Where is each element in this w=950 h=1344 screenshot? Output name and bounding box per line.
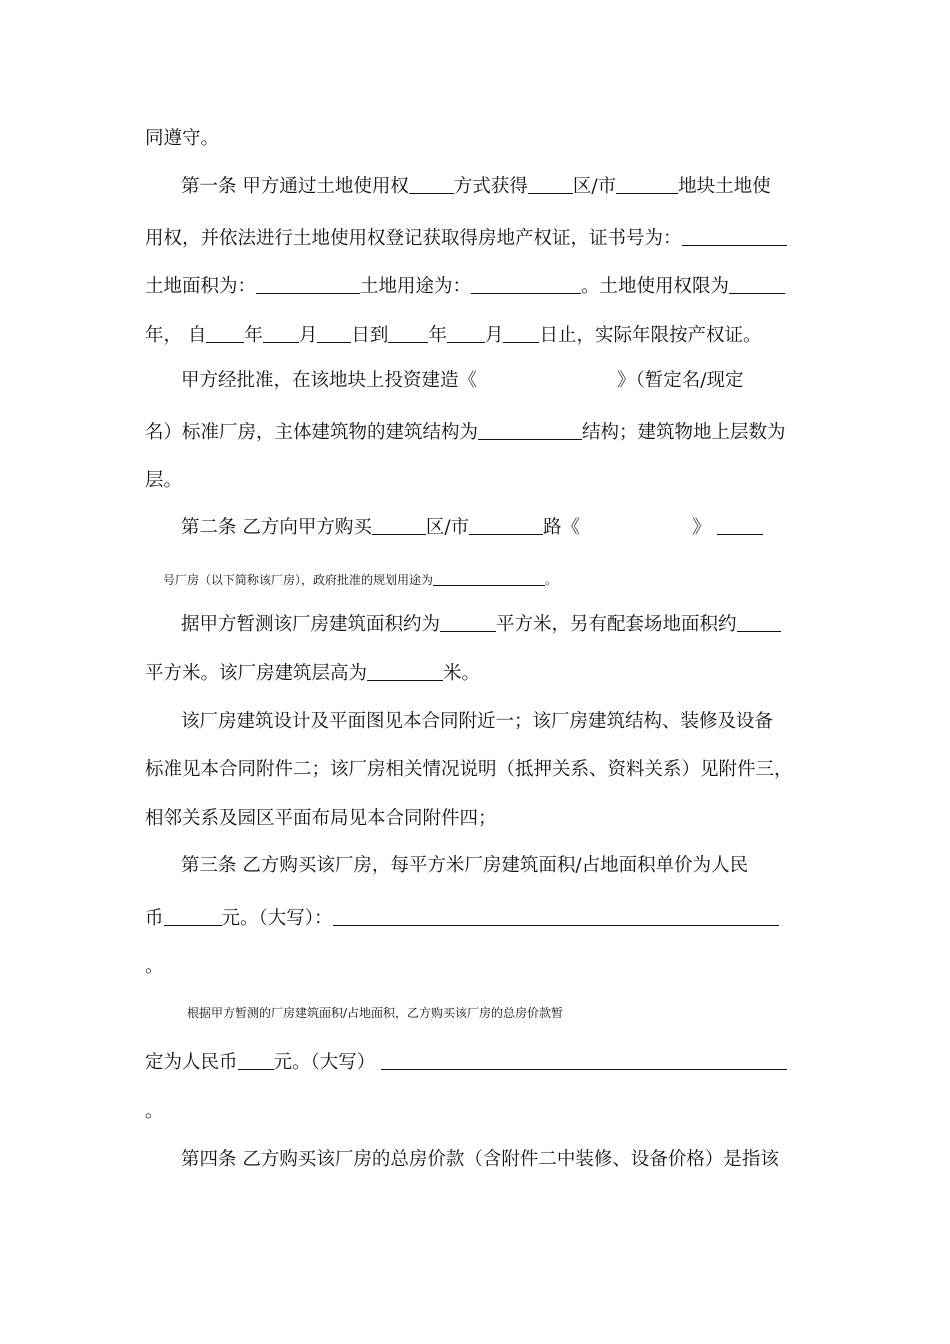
text-run: 米。 (443, 663, 481, 684)
text-run: 元。（大写）： (221, 908, 333, 929)
text-run: 方式获得 (453, 176, 528, 197)
text-run: 第三条 乙方购买该厂房，每平方米厂房建筑面积/占地面积单价为人民 (181, 855, 749, 876)
fill-blank (333, 907, 779, 926)
text-run: 层。 (145, 470, 183, 491)
text-run: 根据甲方暂测的厂房建筑面积/占地面积，乙方购买该厂房的总房价款暂 (187, 1006, 564, 1020)
fill-blank (317, 324, 351, 343)
text-run: 路《 (543, 517, 581, 538)
text-run: 第一条 甲方通过土地使用权 (181, 176, 409, 197)
fill-blank (433, 567, 545, 586)
fill-blank (372, 516, 426, 535)
text-run: 年 (244, 325, 263, 346)
text-run: 土地用途为： (360, 276, 472, 297)
fill-blank (256, 275, 360, 294)
paragraph-line (187, 1000, 847, 1026)
text-run: 第二条 乙方向甲方购买 (181, 517, 372, 538)
paragraph-line (145, 1099, 805, 1125)
text-run: 区/市 (572, 176, 617, 197)
article-4-line (181, 1147, 805, 1173)
paragraph-line (181, 709, 805, 735)
paragraph-line (145, 954, 805, 980)
text-run: 年， 自 (145, 325, 207, 346)
article-1-line (181, 174, 805, 200)
article-3-line (181, 853, 805, 879)
paragraph-line (181, 612, 805, 638)
paragraph-line (145, 806, 805, 832)
fill-blank (440, 613, 496, 632)
paragraph-line (145, 226, 805, 252)
fill-blank (528, 175, 573, 194)
article-2-line (181, 515, 805, 541)
text-run: 。 (145, 1101, 164, 1122)
fill-blank (381, 1051, 787, 1070)
text-run: 。土地使用权限为 (581, 276, 730, 297)
fill-blank (616, 175, 678, 194)
paragraph-line (145, 1050, 805, 1076)
paragraph-line (145, 274, 805, 300)
fill-blank (238, 1051, 274, 1070)
paragraph-line (145, 126, 805, 152)
paragraph-line (145, 757, 805, 783)
text-run: 结构；建筑物地上层数为 (582, 422, 786, 443)
text-run: 名）标准厂房，主体建筑物的建筑结构为 (145, 422, 479, 443)
text-run: 月 (298, 325, 318, 346)
text-run: 币 (145, 908, 164, 929)
text-run: 用权，并依法进行土地使用权登记获取得房地产权证，证书号为： (145, 228, 682, 249)
fill-blank (409, 175, 454, 194)
text-run: 号厂房（以下简称该厂房），政府批准的规划用途为 (163, 573, 434, 587)
text-run: 日到 (351, 325, 389, 346)
text-run: 平方米，另有配套场地面积约 (496, 614, 737, 635)
paragraph-line (163, 567, 823, 593)
fill-blank (164, 907, 222, 926)
text-run: 该厂房建筑设计及平面图见本合同附近一；该厂房建筑结构、装修及设备 (181, 711, 774, 732)
text-run: 。 (145, 956, 164, 977)
fill-blank (367, 662, 443, 681)
fill-blank (682, 227, 787, 246)
fill-blank (447, 324, 485, 343)
paragraph-line (145, 323, 805, 349)
fill-blank (478, 421, 582, 440)
text-run: 日止，实际年限按产权证。 (539, 325, 762, 346)
text-run: 区/市 (425, 517, 470, 538)
text-run: 定为人民币 (145, 1052, 238, 1073)
fill-blank (503, 324, 539, 343)
fill-blank (729, 275, 785, 294)
paragraph-line (145, 420, 805, 446)
text-run: 月 (484, 325, 504, 346)
text-run: 元。（大写） (273, 1052, 376, 1073)
text-run: 据甲方暂测该厂房建筑面积约为 (181, 614, 441, 635)
text-run: 标准见本合同附件二；该厂房相关情况说明（抵押关系、资料关系）见附件三， (145, 759, 793, 780)
text-run: 地块土地使 (678, 176, 771, 197)
fill-blank (388, 324, 428, 343)
text-run: 同遵守。 (145, 128, 220, 149)
fill-blank (737, 613, 781, 632)
paragraph-line (145, 906, 805, 932)
fill-blank (717, 516, 763, 535)
text-run: 》（暂定名/现定 (617, 370, 744, 391)
paragraph-line (145, 661, 805, 687)
text-run: 甲方经批准，在该地块上投资建造《 (181, 370, 478, 391)
text-run: 土地面积为： (145, 276, 257, 297)
paragraph-line (181, 368, 805, 394)
text-run: 》 (692, 517, 711, 538)
text-run: 平方米。该厂房建筑层高为 (145, 663, 368, 684)
paragraph-line (145, 468, 805, 494)
fill-blank (263, 324, 299, 343)
fill-blank (206, 324, 244, 343)
text-run: 第四条 乙方购买该厂房的总房价款（含附件二中装修、设备价格）是指该 (181, 1149, 779, 1170)
text-run: 相邻关系及园区平面布局见本合同附件四； (145, 808, 497, 829)
text-run: 。 (545, 573, 558, 587)
fill-blank (469, 516, 543, 535)
text-run: 年 (428, 325, 447, 346)
fill-blank (471, 275, 581, 294)
